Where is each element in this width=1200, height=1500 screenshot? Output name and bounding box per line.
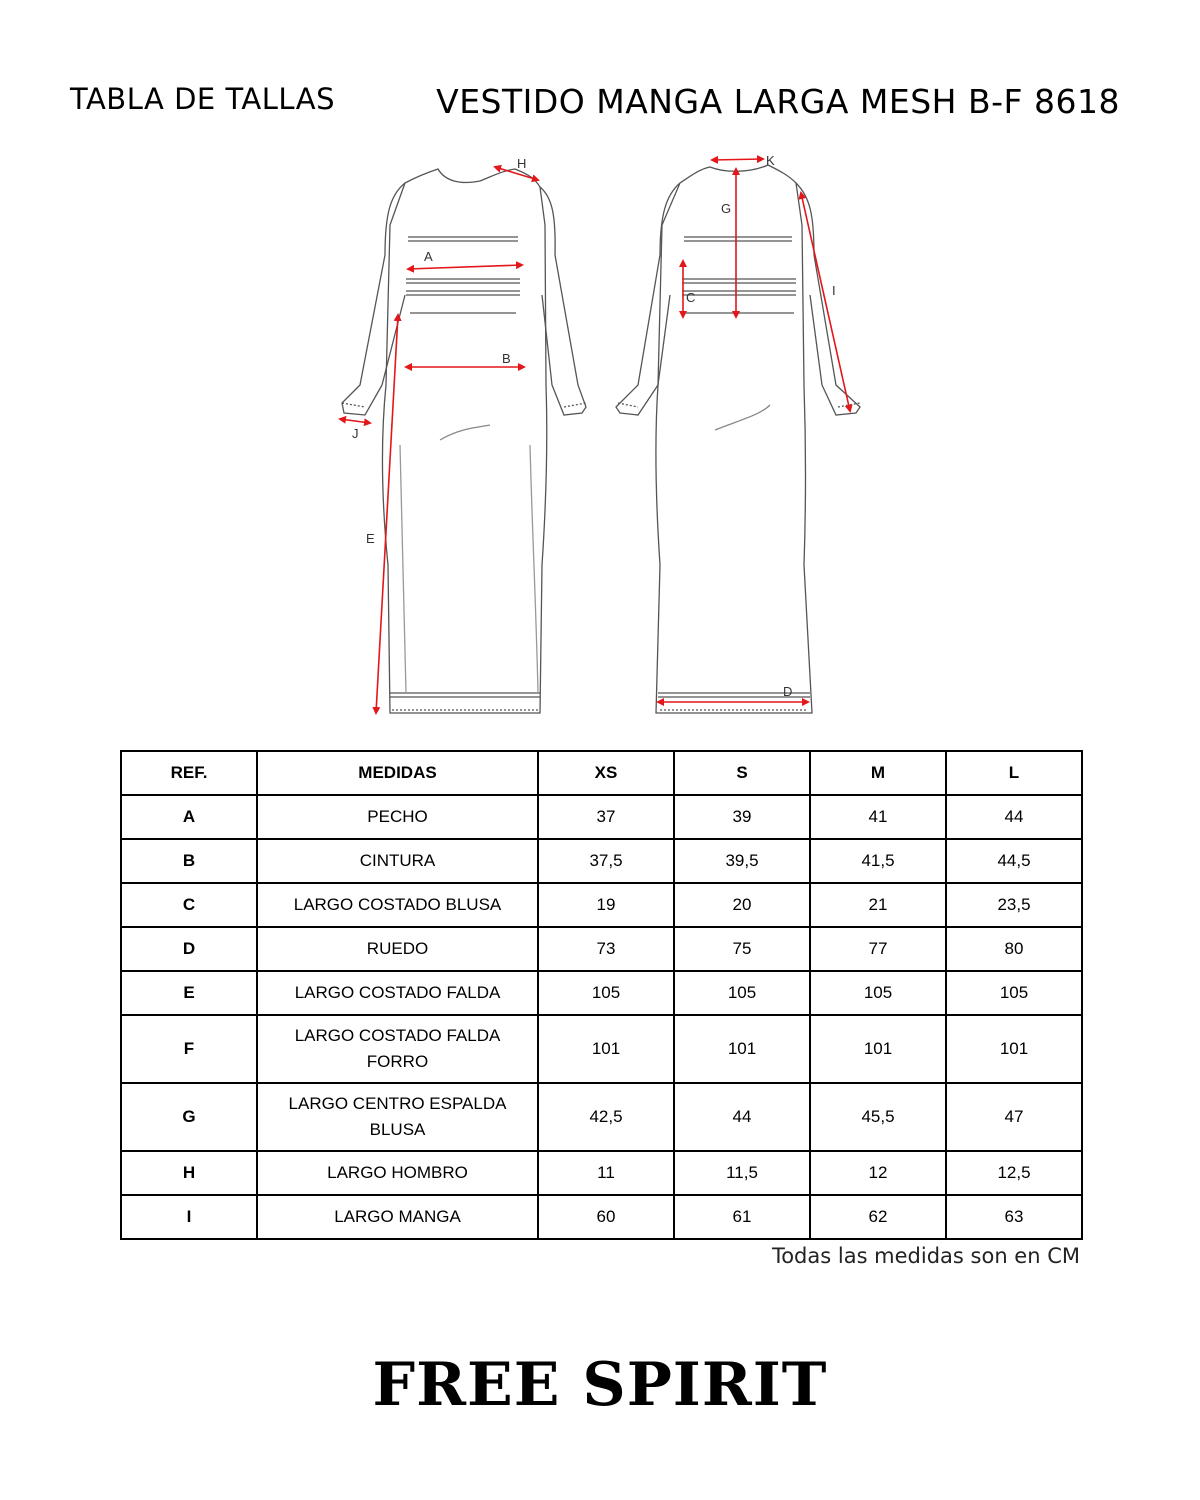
table-row [121, 795, 1082, 839]
table-row [121, 839, 1082, 883]
garment-diagram [320, 145, 880, 730]
table-header-row [121, 751, 1082, 795]
cell-ref: C [121, 883, 257, 927]
size-table [120, 750, 1083, 1240]
table-row [121, 927, 1082, 971]
cell-ref: A [121, 795, 257, 839]
cell-m: 101 [810, 1015, 946, 1083]
cell-l: 47 [946, 1083, 1082, 1151]
cell-m: 41,5 [810, 839, 946, 883]
table-row [121, 1195, 1082, 1239]
cell-s: 39,5 [674, 839, 810, 883]
cell-xs: 101 [538, 1015, 674, 1083]
cell-s: 61 [674, 1195, 810, 1239]
header-s: S [674, 751, 810, 795]
product-title: VESTIDO MANGA LARGA MESH B-F 8618 [436, 82, 1120, 121]
label-i: I [832, 283, 836, 298]
cell-s: 11,5 [674, 1151, 810, 1195]
cell-ref: I [121, 1195, 257, 1239]
cell-s: 101 [674, 1015, 810, 1083]
label-h: H [517, 156, 527, 171]
cell-l: 44,5 [946, 839, 1082, 883]
cell-ref: B [121, 839, 257, 883]
label-b: B [502, 351, 511, 366]
cell-xs: 42,5 [538, 1083, 674, 1151]
cell-xs: 105 [538, 971, 674, 1015]
header-ref: REF. [121, 751, 257, 795]
label-j: J [352, 426, 359, 441]
cell-l: 63 [946, 1195, 1082, 1239]
brand-logo: FREE SPIRIT [372, 1350, 828, 1420]
cell-s: 44 [674, 1083, 810, 1151]
table-row [121, 1151, 1082, 1195]
cell-xs: 37,5 [538, 839, 674, 883]
cell-xs: 19 [538, 883, 674, 927]
cell-medida: LARGO COSTADO FALDA FORRO [257, 1015, 538, 1083]
header-m: M [810, 751, 946, 795]
cell-xs: 11 [538, 1151, 674, 1195]
cell-m: 12 [810, 1151, 946, 1195]
cell-ref: D [121, 927, 257, 971]
cell-l: 101 [946, 1015, 1082, 1083]
units-note: Todas las medidas son en CM [771, 1244, 1080, 1268]
cell-ref: H [121, 1151, 257, 1195]
cell-s: 39 [674, 795, 810, 839]
cell-medida: CINTURA [257, 839, 538, 883]
cell-ref: E [121, 971, 257, 1015]
cell-medida: LARGO COSTADO BLUSA [257, 883, 538, 927]
header-l: L [946, 751, 1082, 795]
cell-xs: 37 [538, 795, 674, 839]
cell-ref: G [121, 1083, 257, 1151]
cell-s: 20 [674, 883, 810, 927]
label-c: C [686, 290, 696, 305]
arrow-e [376, 315, 398, 713]
label-a: A [424, 249, 433, 264]
table-row [121, 1083, 1082, 1151]
cell-m: 21 [810, 883, 946, 927]
cell-medida: RUEDO [257, 927, 538, 971]
cell-m: 62 [810, 1195, 946, 1239]
cell-xs: 60 [538, 1195, 674, 1239]
table-row [121, 1015, 1082, 1083]
arrow-a [408, 265, 522, 269]
label-k: K [766, 153, 775, 168]
table-row [121, 971, 1082, 1015]
cell-l: 44 [946, 795, 1082, 839]
cell-s: 75 [674, 927, 810, 971]
cell-m: 105 [810, 971, 946, 1015]
arrow-i [801, 193, 850, 411]
label-e: E [366, 531, 375, 546]
cell-medida: PECHO [257, 795, 538, 839]
cell-m: 41 [810, 795, 946, 839]
cell-l: 105 [946, 971, 1082, 1015]
label-d: D [783, 684, 793, 699]
cell-ref: F [121, 1015, 257, 1083]
cell-medida: LARGO COSTADO FALDA [257, 971, 538, 1015]
front-view-drawing [342, 169, 586, 713]
header-xs: XS [538, 751, 674, 795]
cell-medida: LARGO HOMBRO [257, 1151, 538, 1195]
table-row [121, 883, 1082, 927]
header-medidas: MEDIDAS [257, 751, 538, 795]
cell-medida: LARGO MANGA [257, 1195, 538, 1239]
label-g: G [721, 201, 732, 216]
size-chart-title: TABLA DE TALLAS [70, 82, 335, 116]
cell-l: 23,5 [946, 883, 1082, 927]
back-view-drawing [616, 165, 860, 713]
cell-medida: LARGO CENTRO ESPALDA BLUSA [257, 1083, 538, 1151]
cell-m: 45,5 [810, 1083, 946, 1151]
cell-l: 80 [946, 927, 1082, 971]
cell-m: 77 [810, 927, 946, 971]
cell-xs: 73 [538, 927, 674, 971]
arrow-j [340, 419, 370, 423]
cell-l: 12,5 [946, 1151, 1082, 1195]
cell-s: 105 [674, 971, 810, 1015]
arrow-k [712, 159, 763, 160]
